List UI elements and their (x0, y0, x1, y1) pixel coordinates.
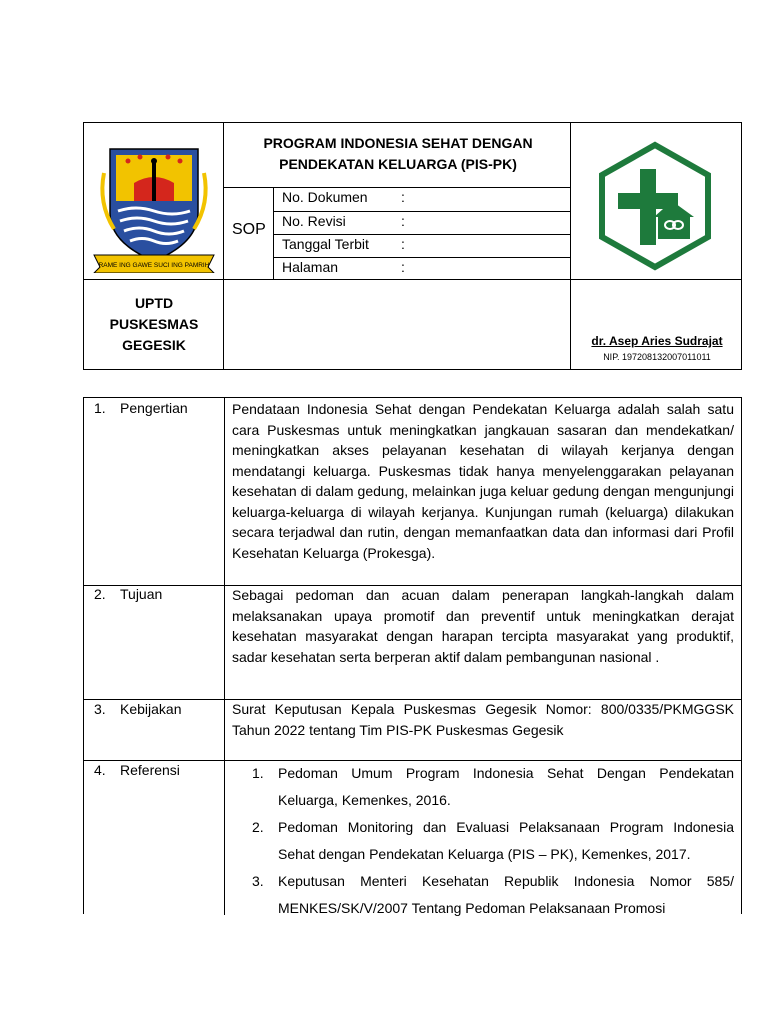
section-label-referensi (94, 762, 180, 778)
org-line: UPTD (134, 295, 174, 311)
section-number: 3. (94, 701, 106, 717)
section-title: Pengertian (120, 400, 188, 416)
list-item (252, 868, 734, 922)
reference-number: 1. (252, 765, 264, 781)
meta-colon: : (401, 236, 405, 252)
meta-document-number-label: No. Dokumen (282, 189, 368, 205)
reference-list (252, 760, 734, 922)
signatory-nip: NIP. 197208132007011011 (603, 352, 711, 362)
section-title: Tujuan (120, 586, 163, 602)
meta-revision-label: No. Revisi (282, 213, 346, 229)
signatory-name: dr. Asep Aries Sudrajat (591, 334, 723, 348)
sop-content-table (83, 397, 742, 914)
reference-number: 2. (252, 819, 264, 835)
meta-page-label: Halaman (282, 259, 339, 275)
logo-motto: RAME ING GAWE SUCI ING PAMRIH (98, 262, 210, 269)
reference-text: Keputusan Menteri Kesehatan Republik Indonesia Nomor 585/ MENKES/SK/V/2007 Tentang Pedoman Pelaksanaan Promosi (278, 873, 734, 916)
section-number: 1. (94, 400, 106, 416)
section-number: 2. (94, 586, 106, 602)
meta-colon: : (401, 259, 405, 275)
list-item (252, 760, 734, 814)
cirebon-regency-logo (90, 143, 218, 273)
reference-text: Pedoman Umum Program Indonesia Sehat Dengan Pendekatan Keluarga, Kemenkes, 2016. (278, 765, 734, 808)
section-text-kebijakan: Surat Keputusan Kepala Puskesmas Gegesik Nomor: 800/0335/PKMGGSK Tahun 2022 tentang Tim PIS-PK Puskesmas Gegesik (232, 701, 734, 738)
meta-issue-date-label: Tanggal Terbit (282, 236, 369, 252)
section-label-pengertian (94, 400, 188, 416)
sop-header-table (83, 122, 742, 370)
section-title: Referensi (120, 762, 180, 778)
puskesmas-logo (598, 141, 712, 271)
org-line: PUSKESMAS (109, 316, 199, 332)
meta-colon: : (401, 189, 405, 205)
section-label-kebijakan (94, 701, 182, 717)
list-item (252, 814, 734, 868)
section-number: 4. (94, 762, 106, 778)
section-text-tujuan: Sebagai pedoman dan acuan dalam penerapan langkah-langkah dalam melaksanakan upaya promotif dan preventif untuk meningkatkan derajat kesehatan masyarakat dengan harapan tercipta masyarakat yang produktif, sadar kesehatan serta berperan aktif dalam pembangunan nasional . (232, 587, 734, 665)
document-title: PROGRAM INDONESIA SEHAT DENGAN PENDEKATAN KELUARGA (PIS-PK) (263, 135, 533, 172)
sop-label: SOP (232, 221, 266, 238)
reference-number: 3. (252, 873, 264, 889)
section-title: Kebijakan (120, 701, 182, 717)
meta-colon: : (401, 213, 405, 229)
reference-text: Pedoman Monitoring dan Evaluasi Pelaksanaan Program Indonesia Sehat dengan Pendekatan Keluarga (PIS – PK), Kemenkes, 2017. (278, 819, 734, 862)
organization-name (84, 293, 224, 356)
section-label-tujuan (94, 586, 162, 602)
org-line: GEGESIK (122, 337, 186, 353)
section-text-pengertian: Pendataan Indonesia Sehat dengan Pendekatan Keluarga adalah salah satu cara Puskesmas untuk meningkatkan jangkauan sasaran dan mendekatkan/ meningkatkan akses pelayanan kesehatan di wilayah kerjanya dengan mendatangi keluarga. Puskesmas tidak hanya menyelenggarakan pelayanan kesehatan di dalam gedung, melainkan juga keluar gedung dengan mengunjungi keluarga-keluarga di wilayah kerjanya. Kunjungan rumah (keluarga) dilakukan secara terjadwal dan rutin, dengan memanfaatkan data dan informasi dari Profil Kesehatan Keluarga (Prokesga). (232, 401, 734, 561)
